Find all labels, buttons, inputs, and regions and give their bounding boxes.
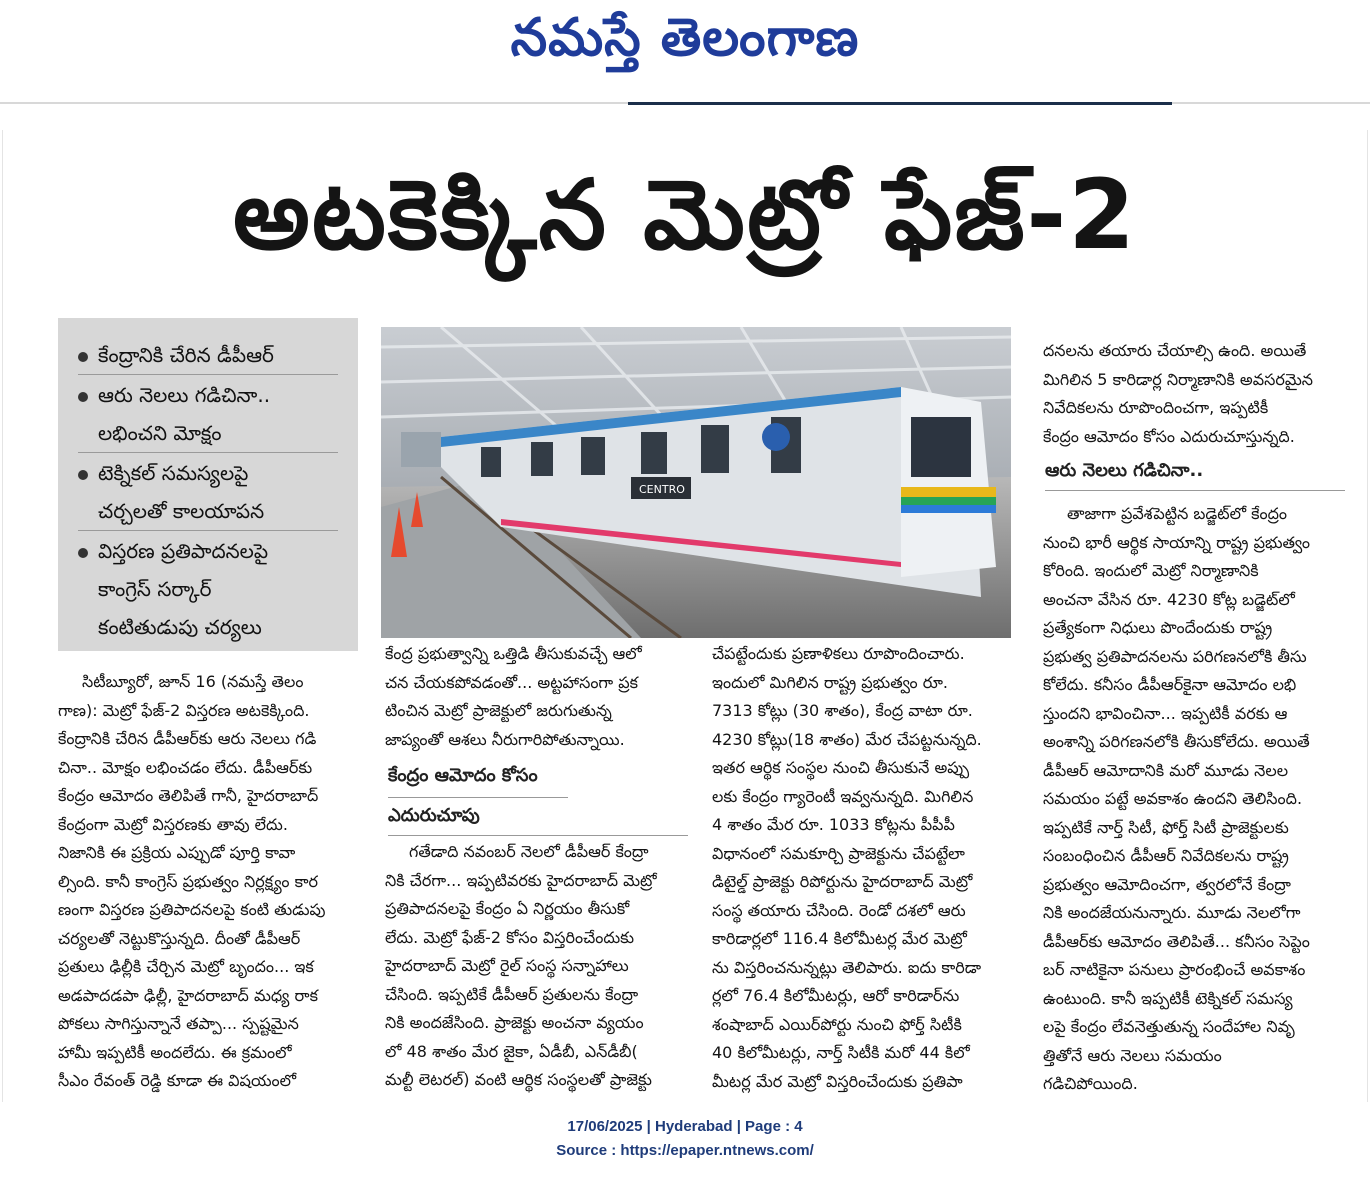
column-1: సిటీబ్యూరో, జూన్‌ 16 (నమస్తే తెలం గాణ): మెట్రో ఫేజ్‌-2 విస్తరణ అటకెక్కింది. కేంద్రానికి చేరిన డీపీఆర్‌కు ఆరు నెలలు గడి చినా.. మోక్షం లభించడం లేదు. డీపీఆర్‌కు కేంద్రం ఆమోదం తెలిపితే గానీ, హైదరాబాద్‌ కేంద్రంగా మెట్రో విస్తరణకు తావు లేదు. నిజానికి ఈ ప్రక్రియ ఎప్పుడో పూర్తి కావా ల్సింది. కానీ కాంగ్రెస్‌ ప్రభుత్వం నిర్లక్ష్యం కార ణంగా విస్తరణ ప్రతిపాదనలపై కంటి తుడుపు చర్యలతో నెట్టుకొస్తున్నది. దీంతో డీపీఆర్‌ ప్రతులు ఢిల్లీకి చేర్చిన మెట్రో బృందం... ఇక అడపాదడపా ఢిల్లీ, హైదరాబాద్‌ మధ్య రాక పోకలు సాగిస్తున్నానే తప్పా... స్పష్టమైన హామీ ఇప్పటికీ అందలేదు. ఈ క్రమంలో సీఎం రేవంత్‌ రెడ్డి కూడా ఈ విషయంలో xyxy=(58,672,326,1090)
highlight-item: ఆరు నెలలు గడిచినా.. లభించని మోక్షం xyxy=(78,376,338,453)
highlight-item: టెక్నికల్‌ సమస్యలపై చర్చలతో కాలయాపన xyxy=(78,454,338,531)
bullet-icon xyxy=(78,548,88,558)
subheading-divider xyxy=(1045,490,1345,491)
highlights-box xyxy=(58,318,358,651)
subheading-divider xyxy=(388,797,568,798)
column-2-bottom: గతేడాది నవంబర్‌ నెలలో డీపీఆర్‌ కేంద్రా నికి చేరగా... ఇప్పటివరకు హైదరాబాద్‌ మెట్రో ప్రతిపాదనలపై కేంద్రం ఏ నిర్ణయం తీసుకో లేదు. మెట్రో ఫేజ్‌-2 కోసం విస్తరించేందుకు హైదరాబాద్‌ మెట్రో రైల్‌ సంస్థ సన్నాహాలు చేసింది. ఇప్పటికే డీపీఆర్‌ ప్రతులను కేంద్రా నికి అందజేసింది. ప్రాజెక్టు అంచనా వ్యయం లో 48 శాతం మేర జైకా, ఏడీబీ, ఎన్‌డీబీ( మల్టీ లెటరల్‌) వంటి ఆర్థిక సంస్థలతో ప్రాజెక్టు xyxy=(385,842,657,1089)
highlight-item: కేంద్రానికి చేరిన డీపీఆర్‌ xyxy=(78,336,338,375)
footer-source-link[interactable]: Source : https://epaper.ntnews.com/ xyxy=(556,1142,814,1159)
train-label: CENTRO xyxy=(639,483,685,496)
masthead xyxy=(0,0,1370,104)
column-4-top: దనలను తయారు చేయాల్సి ఉంది. అయితే మిగిలిన 5 కారిడార్ల నిర్మాణానికి అవసరమైన నివేదికలను రూపొందించగా, ఇప్పటికీ కేంద్రం ఆమోదం కోసం ఎదురుచూస్తున్నది. xyxy=(1043,341,1313,446)
bullet-icon xyxy=(78,392,88,402)
newspaper-logo: నమస్తే తెలంగాణ xyxy=(510,8,860,68)
bullet-icon xyxy=(78,470,88,480)
metro-train-illustration xyxy=(381,327,1011,638)
column-4-bottom: తాజాగా ప్రవేశపెట్టిన బడ్జెట్‌లో కేంద్రం నుంచి భారీ ఆర్థిక సాయాన్ని రాష్ట్ర ప్రభుత్వం కోరింది. ఇందులో మెట్రో నిర్మాణానికి అంచనా వేసిన రూ. 4230 కోట్ల బడ్జెట్‌లో ప్రత్యేకంగా నిధులు పొందేందుకు రాష్ట్ర ప్రభుత్వ ప్రతిపాదనలను పరిగణనలోకి తీసు కోలేదు. కనీసం డీపీఆర్‌కైనా ఆమోదం లభి స్తుందని భావించినా... ఇప్పటికీ వరకు ఆ అంశాన్ని పరిగణనలోకి తీసుకోలేదు. అయితే డీపీఆర్‌ ఆమోదానికి మరో మూడు నెలల సమయం పట్టే అవకాశం ఉందని తెలిసింది. ఇప్పటికే నార్త్‌ సిటీ, ఫోర్త్‌ సిటీ ప్రాజెక్టులకు సంబంధించిన డీపీఆర్‌ నివేదికలను రాష్ట్ర ప్రభుత్వం ఆమోదించగా, త్వరలోనే కేంద్రా నికి అందజేయనున్నారు. మూడు నెలలోగా డీపీఆర్‌కు ఆమోదం తెలిపితే... కనీసం సెప్టెం బర్‌ నాటికైనా పనులు ప్రారంభించే అవకాశం ఉంటుంది. కానీ ఇప్పటికీ టెక్నికల్‌ సమస్య లపై కేంద్రం లేవనెత్తుతున్న సందేహాల నివృ త్తితోనే ఆరు నెలలు సమయం గడిచిపోయింది. xyxy=(1043,504,1310,1093)
subheading-divider xyxy=(388,835,688,836)
column-2-top: కేంద్ర ప్రభుత్వాన్ని ఒత్తిడి తీసుకువచ్చే ఆలో చన చేయకపోవడంతో... అట్టహాసంగా ప్రక టించిన మెట్రో ప్రాజెక్టులో జరుగుతున్న జాప్యంతో ఆశలు నీరుగారిపోతున్నాయి. xyxy=(385,644,642,749)
subheading-central-approval: కేంద్రం ఆమోదం కోసం ఎదురుచూపు xyxy=(388,765,538,826)
bullet-icon xyxy=(78,352,88,362)
metro-train-photo xyxy=(381,327,1011,638)
headline: అటకెక్కిన మెట్రో ఫేజ్‌-2 xyxy=(232,159,1138,271)
masthead-accent-divider xyxy=(628,102,1172,105)
footer-date-line: 17/06/2025 | Hyderabad | Page : 4 xyxy=(567,1118,803,1135)
subheading-six-months: ఆరు నెలలు గడిచినా.. xyxy=(1045,460,1204,481)
column-3: చేపట్టేందుకు ప్రణాళికలు రూపొందించారు. ఇందులో మిగిలిన రాష్ట్ర ప్రభుత్వం రూ. 7313 కోట్లు (30 శాతం), కేంద్ర వాటా రూ. 4230 కోట్లు(18 శాతం) మేర చేపట్టనున్నది. ఇతర ఆర్థిక సంస్థల నుంచి తీసుకునే అప్పు లకు కేంద్రం గ్యారెంటీ ఇవ్వనున్నది. మిగిలిన 4 శాతం మేర రూ. 1033 కోట్లను పీపీపీ విధానంలో సమకూర్చి ప్రాజెక్టును చేపట్టేలా డిటైల్డ్‌ ప్రాజెక్టు రిపోర్టును హైదరాబాద్‌ మెట్రో సంస్థ తయారు చేసింది. రెండో దశలో ఆరు కారిడార్లలో 116.4 కిలోమీటర్ల మేర మెట్రో ను విస్తరించనున్నట్లు తెలిపారు. ఐదు కారిడా ర్లలో 76.4 కిలోమీటర్లు, ఆరో కారిడార్‌ను శంషాబాద్‌ ఎయిర్‌పోర్టు నుంచి ఫోర్త్‌ సిటీకి 40 కిలోమీటర్లు, నార్త్‌ సిటీకి మరో 44 కిలో మీటర్ల మేర మెట్రో విస్తరించేందుకు ప్రతిపా xyxy=(712,644,982,1091)
highlight-item: విస్తరణ ప్రతిపాదనలపై కాంగ్రెస్‌ సర్కార్‌ కంటితుడుపు చర్యలు xyxy=(78,532,338,646)
